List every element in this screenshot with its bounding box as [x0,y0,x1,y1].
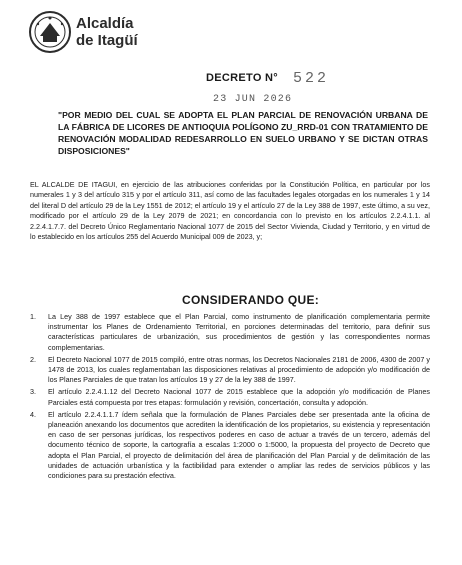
decree-heading [206,70,446,90]
item-number: 4. [30,409,36,419]
list-item [30,410,430,481]
logo-line-2: de Itagüí [76,32,138,49]
decree-number: 522 [293,70,330,87]
item-text: El artículo 2.2.4.1.1.7 ídem señala que la formulación de Planes Parciales debe ser presentada ante la oficina de planeación anexando los documentos que acrediten la identificación de los propietarios, su existencia y representación en caso de ser personas jurídicas, los respectivos poderes en caso de actuar a través de un tercero, además del documento técnico de soporte, la cartografía a escalas 1:2000 o 1:5000, la propuesta del proyecto de Decreto que adopta el Plan Parcial, el proyecto de delimitación del área de planificación del Plan Parcial y de delimitación de las unidades de actuación urbanística y la factibilidad para extender o ampliar las redes de servicios públicos y las condiciones para su prestación efectiva. [48,409,430,481]
item-number: 3. [30,387,36,397]
logo-line-1: Alcaldía [76,15,134,32]
considerando-heading: CONSIDERANDO QUE: [182,293,320,307]
decree-label: DECRETO N° [206,72,278,84]
preamble-paragraph: EL ALCALDE DE ITAGUI, en ejercicio de las atribuciones conferidas por la Constitución Política, en particular por los numerales 1 y 3 del artículo 315 y por el artículo 311, así como de las facultades legales otorgadas en los numerales 1 y 14 del literal D del artículo 29 de la Ley 1551 de 2012; el artículo 19 y el artículo 27 de la Ley 388 de 1997, este último, a su vez, modificado por el artículo 29 de la Ley 2079 de 2021; en concordancia con lo previsto en los artículos 2.2.4.1.1. al 2.2.4.1.7.7. del Decreto Único Reglamentario Nacional 1077 de 2015 del Sector Vivienda, Ciudad y Territorio, y en virtud de lo establecido en los artículos 255 del Acuerdo Municipal 009 de 2023, y; [30,180,430,242]
alcaldia-logo [28,10,148,54]
list-item [30,355,430,386]
decree-title: "POR MEDIO DEL CUAL SE ADOPTA EL PLAN PARCIAL DE RENOVACIÓN URBANA DE LA FÁBRICA DE LICORES DE ANTIOQUIA POLÍGONO ZU_RRD-01 CON TRATAMIENTO DE RENOVACIÓN MODALIDAD REDESARROLLO EN SUELO URBANO Y SE DICTAN OTRAS DISPOSICIONES" [58,110,428,156]
item-text: El Decreto Nacional 1077 de 2015 compiló, entre otras normas, los Decretos Nacionales 2181 de 2006, 4300 de 2007 y 1478 de 2013, los cuales reglamentaban las disposiciones relativas al procedimiento de adopción y/o modificación de los Planes Parciales de que tratan los artículos 19 y 27 de la ley 388 de 1997. [48,354,430,385]
list-item [30,312,430,353]
date-stamp: 23 JUN 2026 [213,94,293,105]
municipal-seal-icon [28,10,72,54]
item-text: El artículo 2.2.4.1.12 del Decreto Nacional 1077 de 2015 establece que la adopción y/o modificación de Planes Parciales está compuesta por tres etapas: formulación y revisión, concertación, consulta y adopción. [48,387,430,407]
list-item [30,387,430,407]
item-text: La Ley 388 de 1997 establece que el Plan Parcial, como instrumento de planificación complementaria permite instrumentar los Planes de Ordenamiento Territorial, en porciones determinadas del territorio, para definir sus características particulares de urbanización, sus procedimientos de gestión y las correspondientes normas complementarias. [48,312,430,352]
item-number: 1. [30,312,36,321]
logo-text [76,15,138,49]
item-number: 2. [30,354,36,364]
considerando-list [30,312,430,483]
